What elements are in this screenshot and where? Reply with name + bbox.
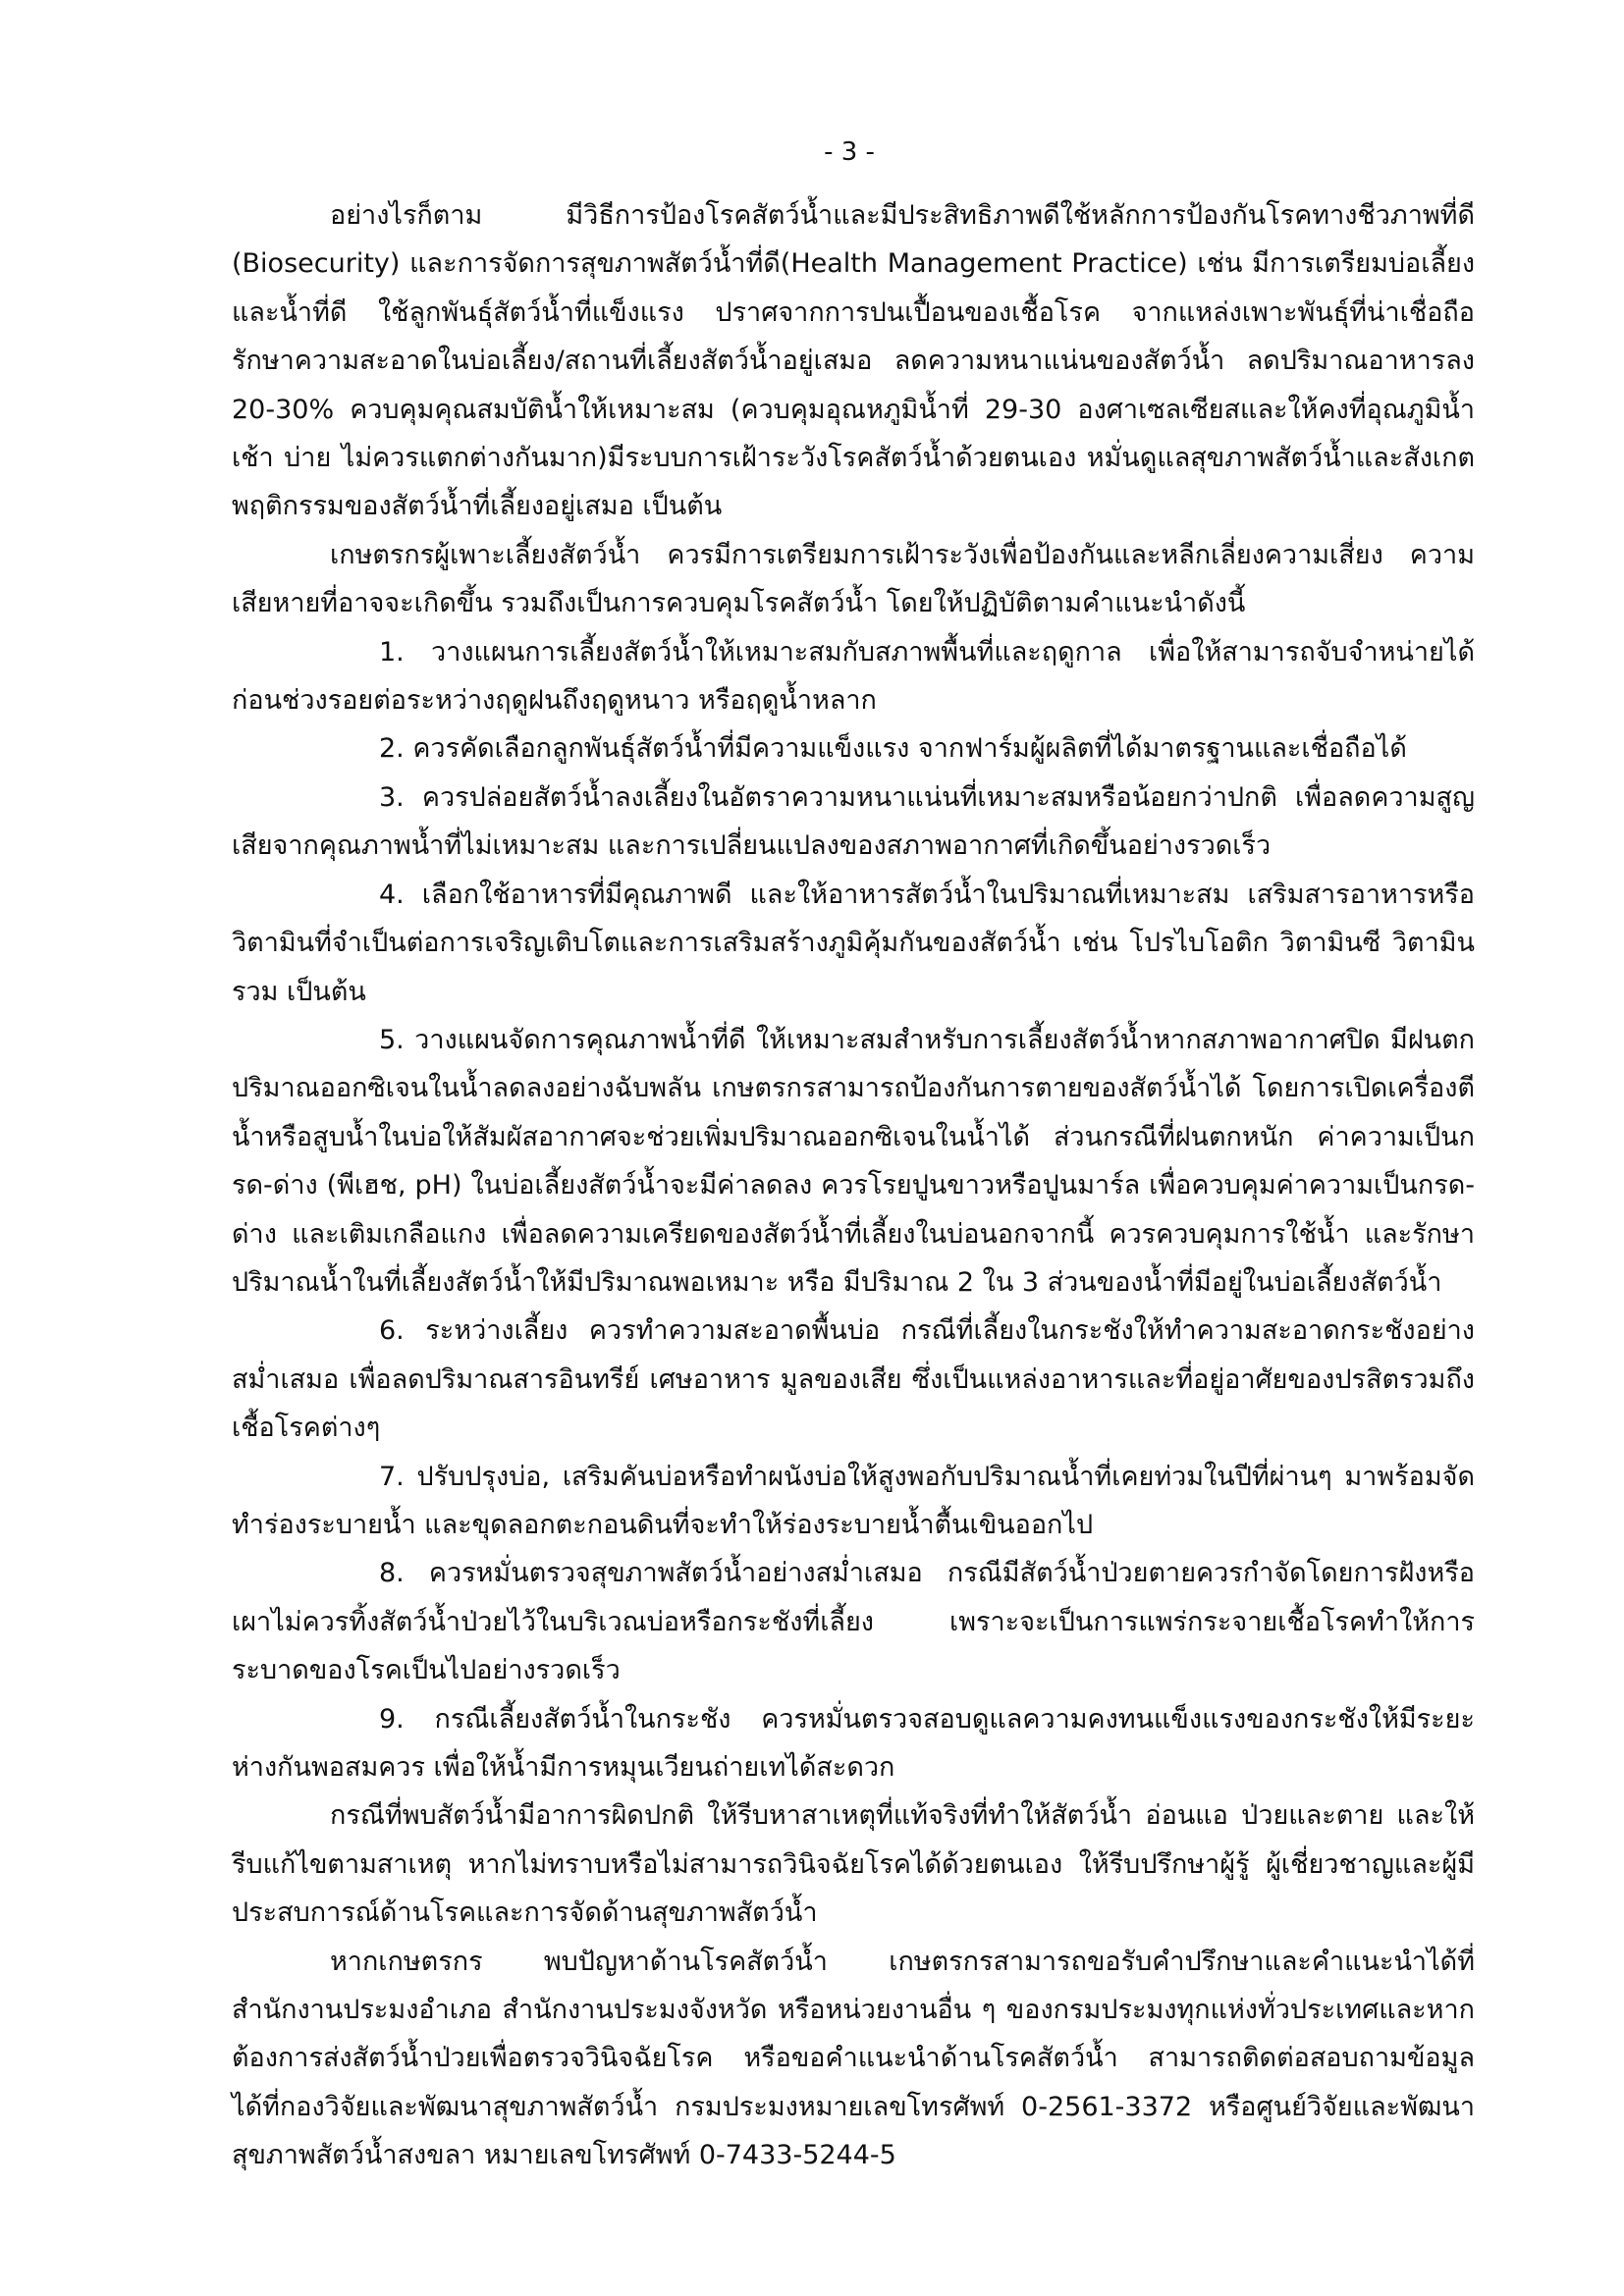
- list-item-1-farm-planning: 1. วางแผนการเลี้ยงสัตว์น้ำให้เหมาะสมกับสภาพพื้นที่และฤดูกาล เพื่อให้สามารถจับจำหน่ายได้ก่อนช่วงรอยต่อระหว่างฤดูฝนถึงฤดูหนาว หรือฤดูน้ำหลาก: [232, 636, 1475, 717]
- list-item-5-water-quality: 5. วางแผนจัดการคุณภาพน้ำที่ดี ให้เหมาะสมสำหรับการเลี้ยงสัตว์น้ำหากสภาพอากาศปิด มีฝนตก ปริมาณออกซิเจนในน้ำลดลงอย่างฉับพลัน เกษตรกรสามารถป้องกันการตายของสัตว์น้ำได้ โดยการเปิดเครื่องตีน้ำหรือสูบน้ำในบ่อให้สัมผัสอากาศจะช่วยเพิ่มปริมาณออกซิเจนในน้ำได้ ส่วนกรณีที่ฝนตกหนัก ค่าความเป็นกรด-ด่าง (พีเฮช, pH) ในบ่อเลี้ยงสัตว์น้ำจะมีค่าลดลง ควรโรยปูนขาวหรือปูนมาร์ล เพื่อควบคุมค่าความเป็นกรด-ด่าง และเติมเกลือแกง เพื่อลดความเครียดของสัตว์น้ำที่เลี้ยงในบ่อนอกจากนี้ ควรควบคุมการใช้น้ำ และรักษาปริมาณน้ำในที่เลี้ยงสัตว์น้ำให้มีปริมาณพอเหมาะ หรือ มีปริมาณ 2 ใน 3 ส่วนของน้ำที่มีอยู่ในบ่อเลี้ยงสัตว์น้ำ: [232, 1024, 1475, 1298]
- paragraph-biosecurity-intro: อย่างไรก็ตาม มีวิธีการป้องโรคสัตว์น้ำและมีประสิทธิภาพดีใช้หลักการป้องกันโรคทางชีวภาพที่ดี (Biosecurity) และการจัดการสุขภาพสัตว์น้ำที่ดี(Health Management Practice) เช่น มีการเตรียมบ่อเลี้ยงและน้ำที่ดี ใช้ลูกพันธุ์สัตว์น้ำที่แข็งแรง ปราศจากการปนเปื้อนของเชื้อโรค จากแหล่งเพาะพันธุ์ที่น่าเชื่อถือ รักษาความสะอาดในบ่อเลี้ยง/สถานที่เลี้ยงสัตว์น้ำอยู่เสมอ ลดความหนาแน่นของสัตว์น้ำ ลดปริมาณอาหารลง 20-30% ควบคุมคุณสมบัติน้ำให้เหมาะสม (ควบคุมอุณหภูมิน้ำที่ 29-30 องศาเซลเซียสและให้คงที่อุณภูมิน้ำ เช้า บ่าย ไม่ควรแตกต่างกันมาก)มีระบบการเฝ้าระวังโรคสัตว์น้ำด้วยตนเอง หมั่นดูแลสุขภาพสัตว์น้ำและสังเกตพฤติกรรมของสัตว์น้ำที่เลี้ยงอยู่เสมอ เป็นต้น: [232, 200, 1475, 522]
- paragraph-abnormal-symptoms: กรณีที่พบสัตว์น้ำมีอาการผิดปกติ ให้รีบหาสาเหตุที่แท้จริงที่ทำให้สัตว์น้ำ อ่อนแอ ป่วยและตาย และให้รีบแก้ไขตามสาเหตุ หากไม่ทราบหรือไม่สามารถวินิจฉัยโรคได้ด้วยตนเอง ให้รีบปรึกษาผู้รู้ ผู้เชี่ยวชาญและผู้มีประสบการณ์ด้านโรคและการจัดด้านสุขภาพสัตว์น้ำ: [232, 1800, 1475, 1929]
- list-item-3-stocking-density: 3. ควรปล่อยสัตว์น้ำลงเลี้ยงในอัตราความหนาแน่นที่เหมาะสมหรือน้อยกว่าปกติ เพื่อลดความสูญเสียจากคุณภาพน้ำที่ไม่เหมาะสม และการเปลี่ยนแปลงของสภาพอากาศที่เกิดขึ้นอย่างรวดเร็ว: [232, 781, 1475, 862]
- list-item-8-health-check: 8. ควรหมั่นตรวจสุขภาพสัตว์น้ำอย่างสม่ำเสมอ กรณีมีสัตว์น้ำป่วยตายควรกำจัดโดยการฝังหรือเผาไม่ควรทิ้งสัตว์น้ำป่วยไว้ในบริเวณบ่อหรือกระชังที่เลี้ยง เพราะจะเป็นการแพร่กระจายเชื้อโรคทำให้การระบาดของโรคเป็นไปอย่างรวดเร็ว: [232, 1558, 1475, 1686]
- paragraph-contact-info: หากเกษตรกร พบปัญหาด้านโรคสัตว์น้ำ เกษตรกรสามารถขอรับคำปรึกษาและคำแนะนำได้ที่ สำนักงานประมงอำเภอ สำนักงานประมงจังหวัด หรือหน่วยงานอื่น ๆ ของกรมประมงทุกแห่งทั่วประเทศและหากต้องการส่งสัตว์น้ำป่วยเพื่อตรวจวินิจฉัยโรค หรือขอคำแนะนำด้านโรคสัตว์น้ำ สามารถติดต่อสอบถามข้อมูลได้ที่กองวิจัยและพัฒนาสุขภาพสัตว์น้ำ กรมประมงหมายเลขโทรศัพท์ 0-2561-3372 หรือศูนย์วิจัยและพัฒนาสุขภาพสัตว์น้ำสงขลา หมายเลขโทรศัพท์ 0-7433-5244-5: [232, 1946, 1475, 2171]
- list-item-9-cage-culture: 9. กรณีเลี้ยงสัตว์น้ำในกระชัง ควรหมั่นตรวจสอบดูแลความคงทนแข็งแรงของกระชังให้มีระยะห่างกันพอสมควร เพื่อให้น้ำมีการหมุนเวียนถ่ายเทได้สะดวก: [232, 1703, 1475, 1783]
- list-item-2-select-fry: 2. ควรคัดเลือกลูกพันธุ์สัตว์น้ำที่มีความแข็งแรง จากฟาร์มผู้ผลิตที่ได้มาตรฐานและเชื่อถือได้: [379, 733, 1407, 765]
- list-item-4-feed-quality: 4. เลือกใช้อาหารที่มีคุณภาพดี และให้อาหารสัตว์น้ำในปริมาณที่เหมาะสม เสริมสารอาหารหรือวิตามินที่จำเป็นต่อการเจริญเติบโตและการเสริมสร้างภูมิคุ้มกันของสัตว์น้ำ เช่น โปรไบโอติก วิตามินซี วิตามินรวม เป็นต้น: [232, 879, 1475, 1007]
- document-body: [232, 191, 1475, 2180]
- page-number: - 3 -: [824, 137, 875, 167]
- paragraph-farmer-preparation: เกษตรกรผู้เพาะเลี้ยงสัตว์น้ำ ควรมีการเตรียมการเฝ้าระวังเพื่อป้องกันและหลีกเลี่ยงความเสี่ยง ความเสียหายที่อาจจะเกิดขึ้น รวมถึงเป็นการควบคุมโรคสัตว์น้ำ โดยให้ปฏิบัติตามคำแนะนำดังนี้: [232, 539, 1475, 619]
- list-item-6-pond-cleaning: 6. ระหว่างเลี้ยง ควรทำความสะอาดพื้นบ่อ กรณีที่เลี้ยงในกระชังให้ทำความสะอาดกระชังอย่างสม่ำเสมอ เพื่อลดปริมาณสารอินทรีย์ เศษอาหาร มูลของเสีย ซึ่งเป็นแหล่งอาหารและที่อยู่อาศัยของปรสิตรวมถึงเชื้อโรคต่างๆ: [232, 1315, 1475, 1444]
- list-item-7-pond-improvement: 7. ปรับปรุงบ่อ, เสริมคันบ่อหรือทำผนังบ่อให้สูงพอกับปริมาณน้ำที่เคยท่วมในปีที่ผ่านๆ มาพร้อมจัดทำร่องระบายน้ำ และขุดลอกตะกอนดินที่จะทำให้ร่องระบายน้ำตื้นเขินออกไป: [232, 1461, 1475, 1540]
